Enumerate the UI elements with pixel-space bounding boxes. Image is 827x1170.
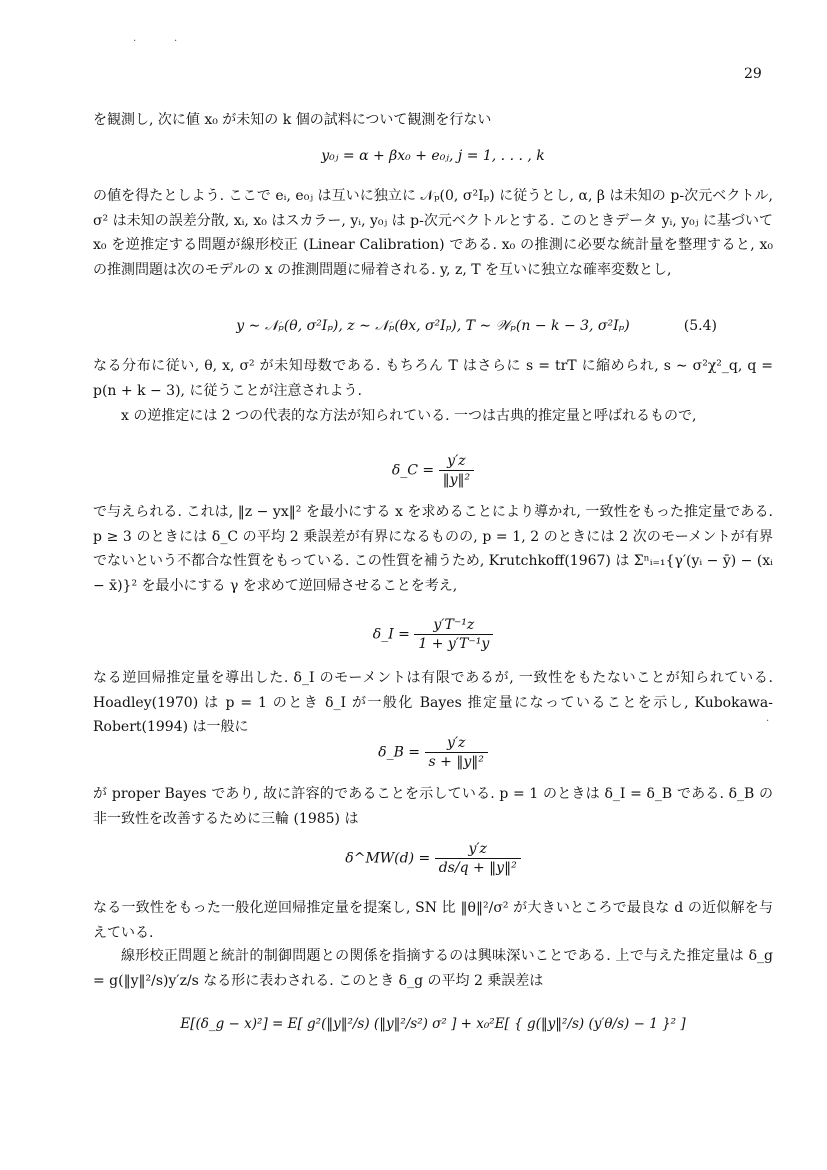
- fraction-classical: [439, 452, 475, 489]
- equation-bayes-estimator: [93, 734, 773, 771]
- paragraph-3: なる分布に従い, θ, x, σ² が未知母数である. もちろん T はさらに s = trT に縮められ, s ∼ σ²χ²_q, q = p(n + k − 3), に従うことが注意されよう.: [93, 358, 773, 399]
- fraction-denominator: s + ‖y‖²: [428, 754, 484, 770]
- fraction-denominator: ‖y‖²: [442, 472, 471, 488]
- fraction-numerator: y′z: [439, 452, 475, 471]
- paragraph-1: を観測し, 次に値 x₀ が未知の k 個の試料について観測を行ない: [93, 112, 492, 128]
- scan-speck: ·: [133, 36, 137, 47]
- paragraph-7: が proper Bayes であり, 故に許容的であることを示している. p = 1 のときは δ_I = δ_B である. δ_B の非一致性を改善するために三輪 (1985) は: [93, 786, 773, 827]
- equation-classical-lhs: δ_C =: [391, 462, 435, 479]
- fraction-denominator: 1 + y′T⁻¹y: [418, 636, 490, 652]
- equation-observation-model: y₀ⱼ = α + βx₀ + e₀ⱼ, j = 1, . . . , k: [321, 148, 545, 164]
- equation-number-5-4: (5.4): [683, 318, 717, 334]
- paragraph-2: の値を得たとしよう. ここで eᵢ, e₀ⱼ は互いに独立に 𝒩ₚ(0, σ²Iₚ) に従うとし, α, β は未知の p-次元ベクトル, σ² は未知の誤差分散, xᵢ, x₀ はスカラー, yᵢ, y₀ⱼ は p-次元ベクトルとする. このときデータ yᵢ, y₀ⱼ に基づいて x₀ を逆推定する問題が線形校正 (Linear Calibration) である. x₀ の推測に必要な統計量を整理すると, x₀ の推測問題は次のモデルの x の推測問題に帰着される. y, z, T を互いに独立な確率変数とし,: [93, 188, 773, 278]
- fraction-denominator: ds/q + ‖y‖²: [438, 860, 517, 876]
- fraction-numerator: y′z: [425, 734, 488, 753]
- equation-inverse-lhs: δ_I =: [372, 626, 410, 643]
- equation-miwa-estimator: [93, 840, 773, 877]
- scan-speck: ·: [174, 36, 178, 47]
- equation-distribution-model: [93, 318, 773, 334]
- page-number: 29: [744, 66, 762, 82]
- paragraph-6: なる逆回帰推定量を導出した. δ_I のモーメントは有限であるが, 一致性をもたないことが知られている. Hoadley(1970) は p = 1 のとき δ_I が一般化 Bayes 推定量になっていることを示し, Kubokawa-Robert(1994) は一般に: [93, 670, 773, 736]
- paragraph-4: x の逆推定には 2 つの代表的な方法が知られている. 一つは古典的推定量と呼ばれるもので,: [121, 408, 697, 424]
- fraction-numerator: y′T⁻¹z: [414, 616, 493, 635]
- equation-miwa-lhs: δ^MW(d) =: [345, 850, 431, 867]
- paragraph-8: なる一致性をもった一般化逆回帰推定量を提案し, SN 比 ‖θ‖²/σ² が大きいところで最良な d の近似解を与えている.: [93, 900, 773, 941]
- fraction-miwa: [435, 840, 521, 877]
- paragraph-9: 線形校正問題と統計的制御問題との関係を指摘するのは興味深いことである. 上で与えた推定量は δ_g = g(‖y‖²/s)y′z/s なる形に表わされる. このとき δ_g の平均 2 乗誤差は: [93, 948, 773, 989]
- fraction-numerator: y′z: [435, 840, 521, 859]
- equation-distribution-model-body: y ∼ 𝒩ₚ(θ, σ²Iₚ), z ∼ 𝒩ₚ(θx, σ²Iₚ), T ∼ 𝒲ₚ(n − k − 3, σ²Iₚ): [236, 318, 630, 334]
- equation-bayes-lhs: δ_B =: [378, 744, 421, 761]
- scan-speck: ·: [766, 716, 770, 727]
- equation-mse: E[(δ_g − x)²] = E[ g²(‖y‖²/s) (‖y‖²/s²) σ² ] + x₀²E[ { g(‖y‖²/s) (y′θ/s) − 1 }² ]: [180, 1016, 686, 1032]
- equation-inverse-estimator: [93, 616, 773, 653]
- paragraph-5: で与えられる. これは, ‖z − yx‖² を最小にする x を求めることにより導かれ, 一致性をもった推定量である. p ≥ 3 のときには δ_C の平均 2 乗誤差が有界になるものの, p = 1, 2 のときには 2 次のモーメントが有界でないという不都合な性質をもっている. この性質を補うため, Krutchkoff(1967) は Σⁿᵢ₌₁{γ′(yᵢ − ȳ) − (xᵢ − x̄)}² を最小にする γ を求めて逆回帰させることを考え,: [93, 504, 773, 594]
- equation-classical-estimator: [93, 452, 773, 489]
- fraction-bayes: [425, 734, 488, 771]
- fraction-inverse: [414, 616, 493, 653]
